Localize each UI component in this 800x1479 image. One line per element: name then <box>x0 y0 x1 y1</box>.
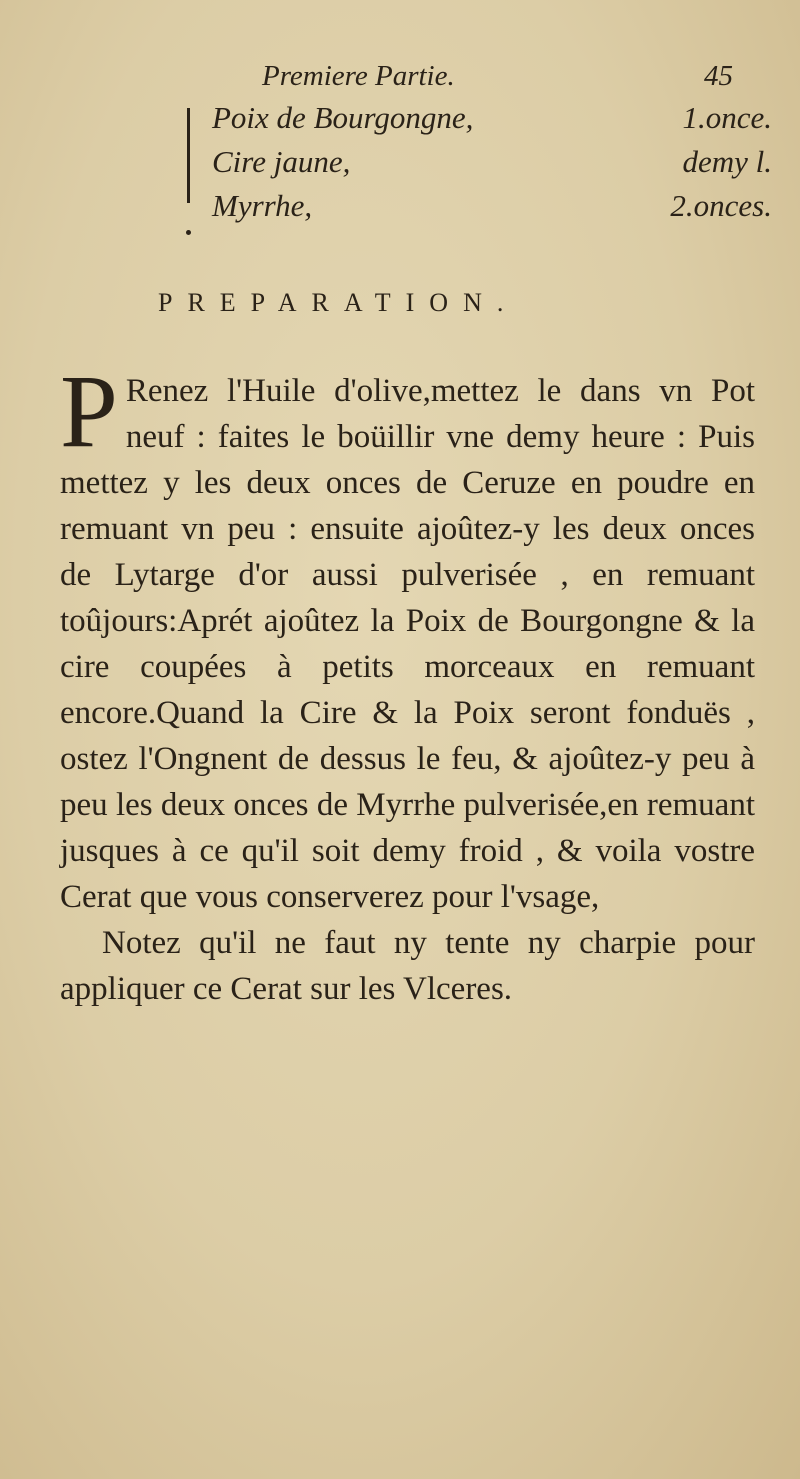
page-header <box>0 60 800 100</box>
ingredient-quantity: demy l. <box>682 144 772 179</box>
paragraph-text: Renez l'Huile d'olive,mettez le dans vn Pot neuf : faites le boüillir vne demy heure : Puis mettez y les deux onces de Ceruze en poudre en remuant vn peu : ensuite ajoûtez-y les deux onces de Lytarge d'or aussi pulverisée , en remuant toûjours:Aprét ajoûtez la Poix de Bourgongne & la cire coupées à petits morceaux en remuant encore.Quand la Cire & la Poix seront fonduës , ostez l'Ongnent de dessus le feu, & ajoûtez-y peu à peu les deux onces de Myrrhe pulverisée,en remuant jusques à ce qu'il soit demy froid , & voila vostre Cerat que vous conserverez pour l'vsage, <box>60 373 755 915</box>
paragraph-preparation <box>60 354 755 920</box>
ingredient-quantity: 2.onces. <box>670 188 772 223</box>
ingredient-row <box>212 100 772 144</box>
ingredient-row <box>212 188 772 232</box>
ingredient-name: Poix de Bourgongne, <box>212 100 474 135</box>
ingredient-quantity: 1.once. <box>682 100 772 135</box>
page-number: 45 <box>704 60 733 92</box>
running-title: Premiere Partie. <box>262 60 455 92</box>
ingredient-name: Cire jaune, <box>212 144 351 179</box>
ornament-dot <box>186 230 191 235</box>
drop-cap: P <box>60 354 118 469</box>
paragraph-note: Notez qu'il ne faut ny tente ny charpie pour appliquer ce Cerat sur les Vlceres. <box>60 925 755 1007</box>
ingredient-list <box>212 100 772 232</box>
ingredient-row <box>212 144 772 188</box>
ingredient-bracket <box>187 108 190 203</box>
ingredient-name: Myrrhe, <box>212 188 313 223</box>
body-text <box>60 354 755 1012</box>
section-heading: PREPARATION. <box>158 288 519 317</box>
